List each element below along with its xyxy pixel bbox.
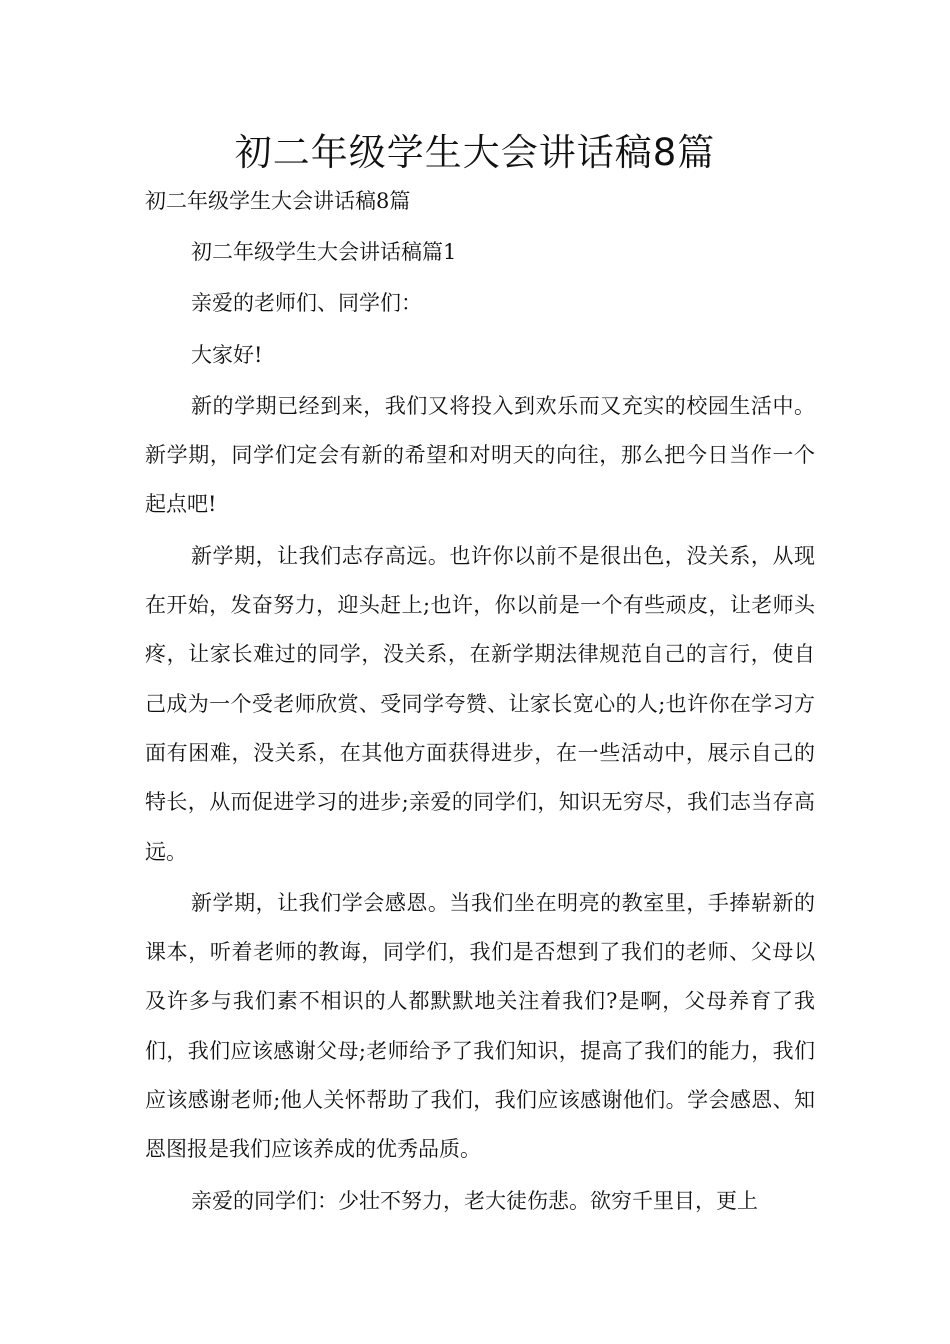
document-body xyxy=(145,228,815,1228)
greeting: 大家好! xyxy=(191,342,263,367)
body-paragraph: 新的学期已经到来，我们又将投入到欢乐而又充实的校园生活中。新学期，同学们定会有新的希望和对明天的向往，那么把今日当作一个起点吧! xyxy=(145,393,815,517)
salutation: 亲爱的老师们、同学们： xyxy=(191,291,422,316)
section-heading: 初二年级学生大会讲话稿篇1 xyxy=(191,240,457,264)
body-paragraph: 新学期，让我们学会感恩。当我们坐在明亮的教室里，手捧崭新的课本，听着老师的教诲，同学们，我们是否想到了我们的老师、父母以及许多与我们素不相识的人都默默地关注着我们?是啊，父母养育了我们，我们应该感谢父母;老师给予了我们知识，提高了我们的能力，我们应该感谢老师;他人关怀帮助了我们，我们应该感谢他们。学会感恩、知恩图报是我们应该养成的优秀品质。 xyxy=(145,890,815,1162)
body-paragraph: 新学期，让我们志存高远。也许你以前不是很出色，没关系，从现在开始，发奋努力，迎头赶上;也许，你以前是一个有些顽皮，让老师头疼，让家长难过的同学，没关系，在新学期法律规范自己的言行，使自己成为一个受老师欣赏、受同学夸赞、让家长宽心的人;也许你在学习方面有困难，没关系，在其他方面获得进步，在一些活动中，展示自己的特长，从而促进学习的进步;亲爱的同学们，知识无穷尽，我们志当存高远。 xyxy=(145,543,815,864)
document-title: 初二年级学生大会讲话稿8篇 xyxy=(234,131,716,174)
document-subtitle: 初二年级学生大会讲话稿8篇 xyxy=(145,189,411,213)
body-paragraph: 亲爱的同学们：少壮不努力，老大徒伤悲。欲穷千里目，更上 xyxy=(191,1188,758,1213)
